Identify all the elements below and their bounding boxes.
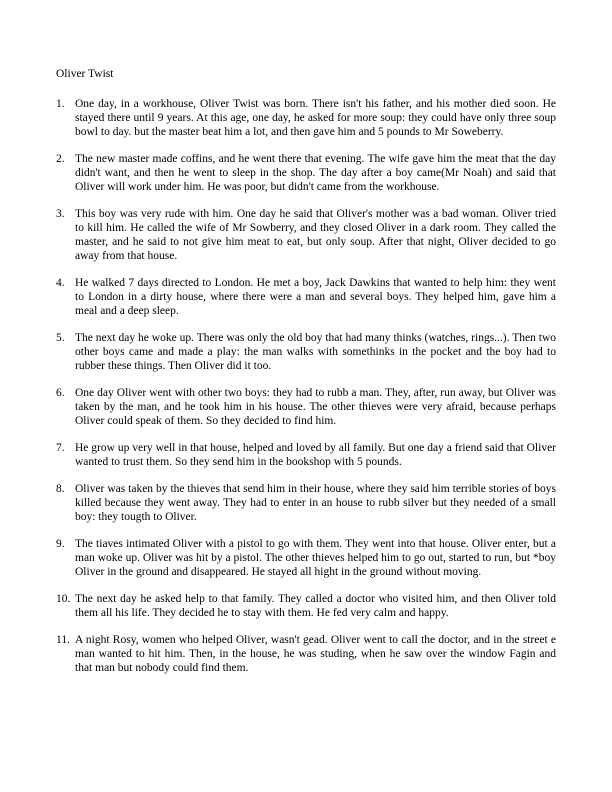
list-item-text: This boy was very rude with him. One day he said that Oliver's mother was a bad woman. Oliver tried to kill him. He called the wife of Mr Sowberry, and they closed Oliver in a dark room. They called the master, and he said to not give him meat to eat, but only soup. After that night, Oliver decided to go away from that house. bbox=[75, 208, 556, 262]
list-item-text: A night Rosy, women who helped Oliver, wasn't gead. Oliver went to call the doctor, and in the street e man wanted to hit him. Then, in the house, he was studing, when he saw over the window Fagin and that man but nobody could find them. bbox=[75, 634, 556, 674]
list-item-text: The next day he woke up. There was only the old boy that had many thinks (watches, rings...). Then two other boys came and made a play: the man walks with somethinks in the pocket and the boy had to rubber these things. Then Oliver did it too. bbox=[75, 332, 556, 372]
list-item-text: The tiaves intimated Oliver with a pistol to go with them. They went into that house. Oliver enter, but a man woke up. Oliver was hit by a pistol. The other thieves helped him to go out, started to run, but *boy Oliver in the ground and disappeared. He stayed all hight in the ground without moving. bbox=[75, 538, 556, 578]
list-item-number: 9. bbox=[56, 538, 65, 550]
list-item-number: 11. bbox=[56, 634, 70, 646]
document-page bbox=[56, 67, 556, 688]
list-item-number: 5. bbox=[56, 332, 65, 344]
list-item-number: 4. bbox=[56, 277, 65, 289]
list-item-text: Oliver was taken by the thieves that send him in their house, where they said him terrible stories of boys killed because they went away. They had to enter in an house to rubb silver but they needed of a small boy: they tougth to Oliver. bbox=[75, 483, 556, 523]
list-item-number: 10. bbox=[56, 593, 71, 605]
list-item bbox=[56, 331, 556, 373]
list-item-text: The new master made coffins, and he went there that evening. The wife gave him the meat that the day didn't want, and then he went to sleep in the shop. The day after a boy came(Mr Noah) and said that Oliver will work under him. He was poor, but didn't came from the workhouse. bbox=[75, 153, 556, 193]
list-item bbox=[56, 482, 556, 524]
list-item bbox=[56, 276, 556, 318]
list-item-text: The next day he asked help to that family. They called a doctor who visited him, and then Oliver told them all his life. They decided he to stay with them. He fed very calm and happy. bbox=[75, 593, 556, 619]
list-item-number: 1. bbox=[56, 98, 65, 110]
list-item-text: One day Oliver went with other two boys: they had to rubb a man. They, after, run away, but Oliver was taken by the man, and he took him in his house. The other thieves were very afraid, because perhaps Oliver could speak of them. So they decided to find him. bbox=[75, 387, 556, 427]
list-item bbox=[56, 633, 556, 675]
list-item bbox=[56, 152, 556, 194]
list-item-number: 6. bbox=[56, 387, 65, 399]
list-item-number: 2. bbox=[56, 153, 65, 165]
numbered-list bbox=[56, 97, 556, 675]
document-title: Oliver Twist bbox=[56, 68, 114, 80]
list-item-number: 7. bbox=[56, 442, 65, 454]
list-item-number: 3. bbox=[56, 208, 65, 220]
list-item bbox=[56, 97, 556, 139]
list-item bbox=[56, 441, 556, 469]
list-item-text: He grow up very well in that house, helped and loved by all family. But one day a friend said that Oliver wanted to trust them. So they send him in the bookshop with 5 pounds. bbox=[75, 442, 556, 468]
list-item bbox=[56, 537, 556, 579]
list-item-number: 8. bbox=[56, 483, 65, 495]
list-item bbox=[56, 386, 556, 428]
list-item-text: One day, in a workhouse, Oliver Twist was born. There isn't his father, and his mother died soon. He stayed there until 9 years. At this age, one day, he asked for more soup: they could have only three soup bowl to day. but the master beat him a lot, and then gave him and 5 pounds to Mr Soweberry. bbox=[75, 98, 556, 138]
list-item bbox=[56, 592, 556, 620]
list-item bbox=[56, 207, 556, 263]
list-item-text: He walked 7 days directed to London. He met a boy, Jack Dawkins that wanted to help him: they went to London in a dirty house, where there were a man and several boys. They helped him, gave him a meal and a deep sleep. bbox=[75, 277, 556, 317]
